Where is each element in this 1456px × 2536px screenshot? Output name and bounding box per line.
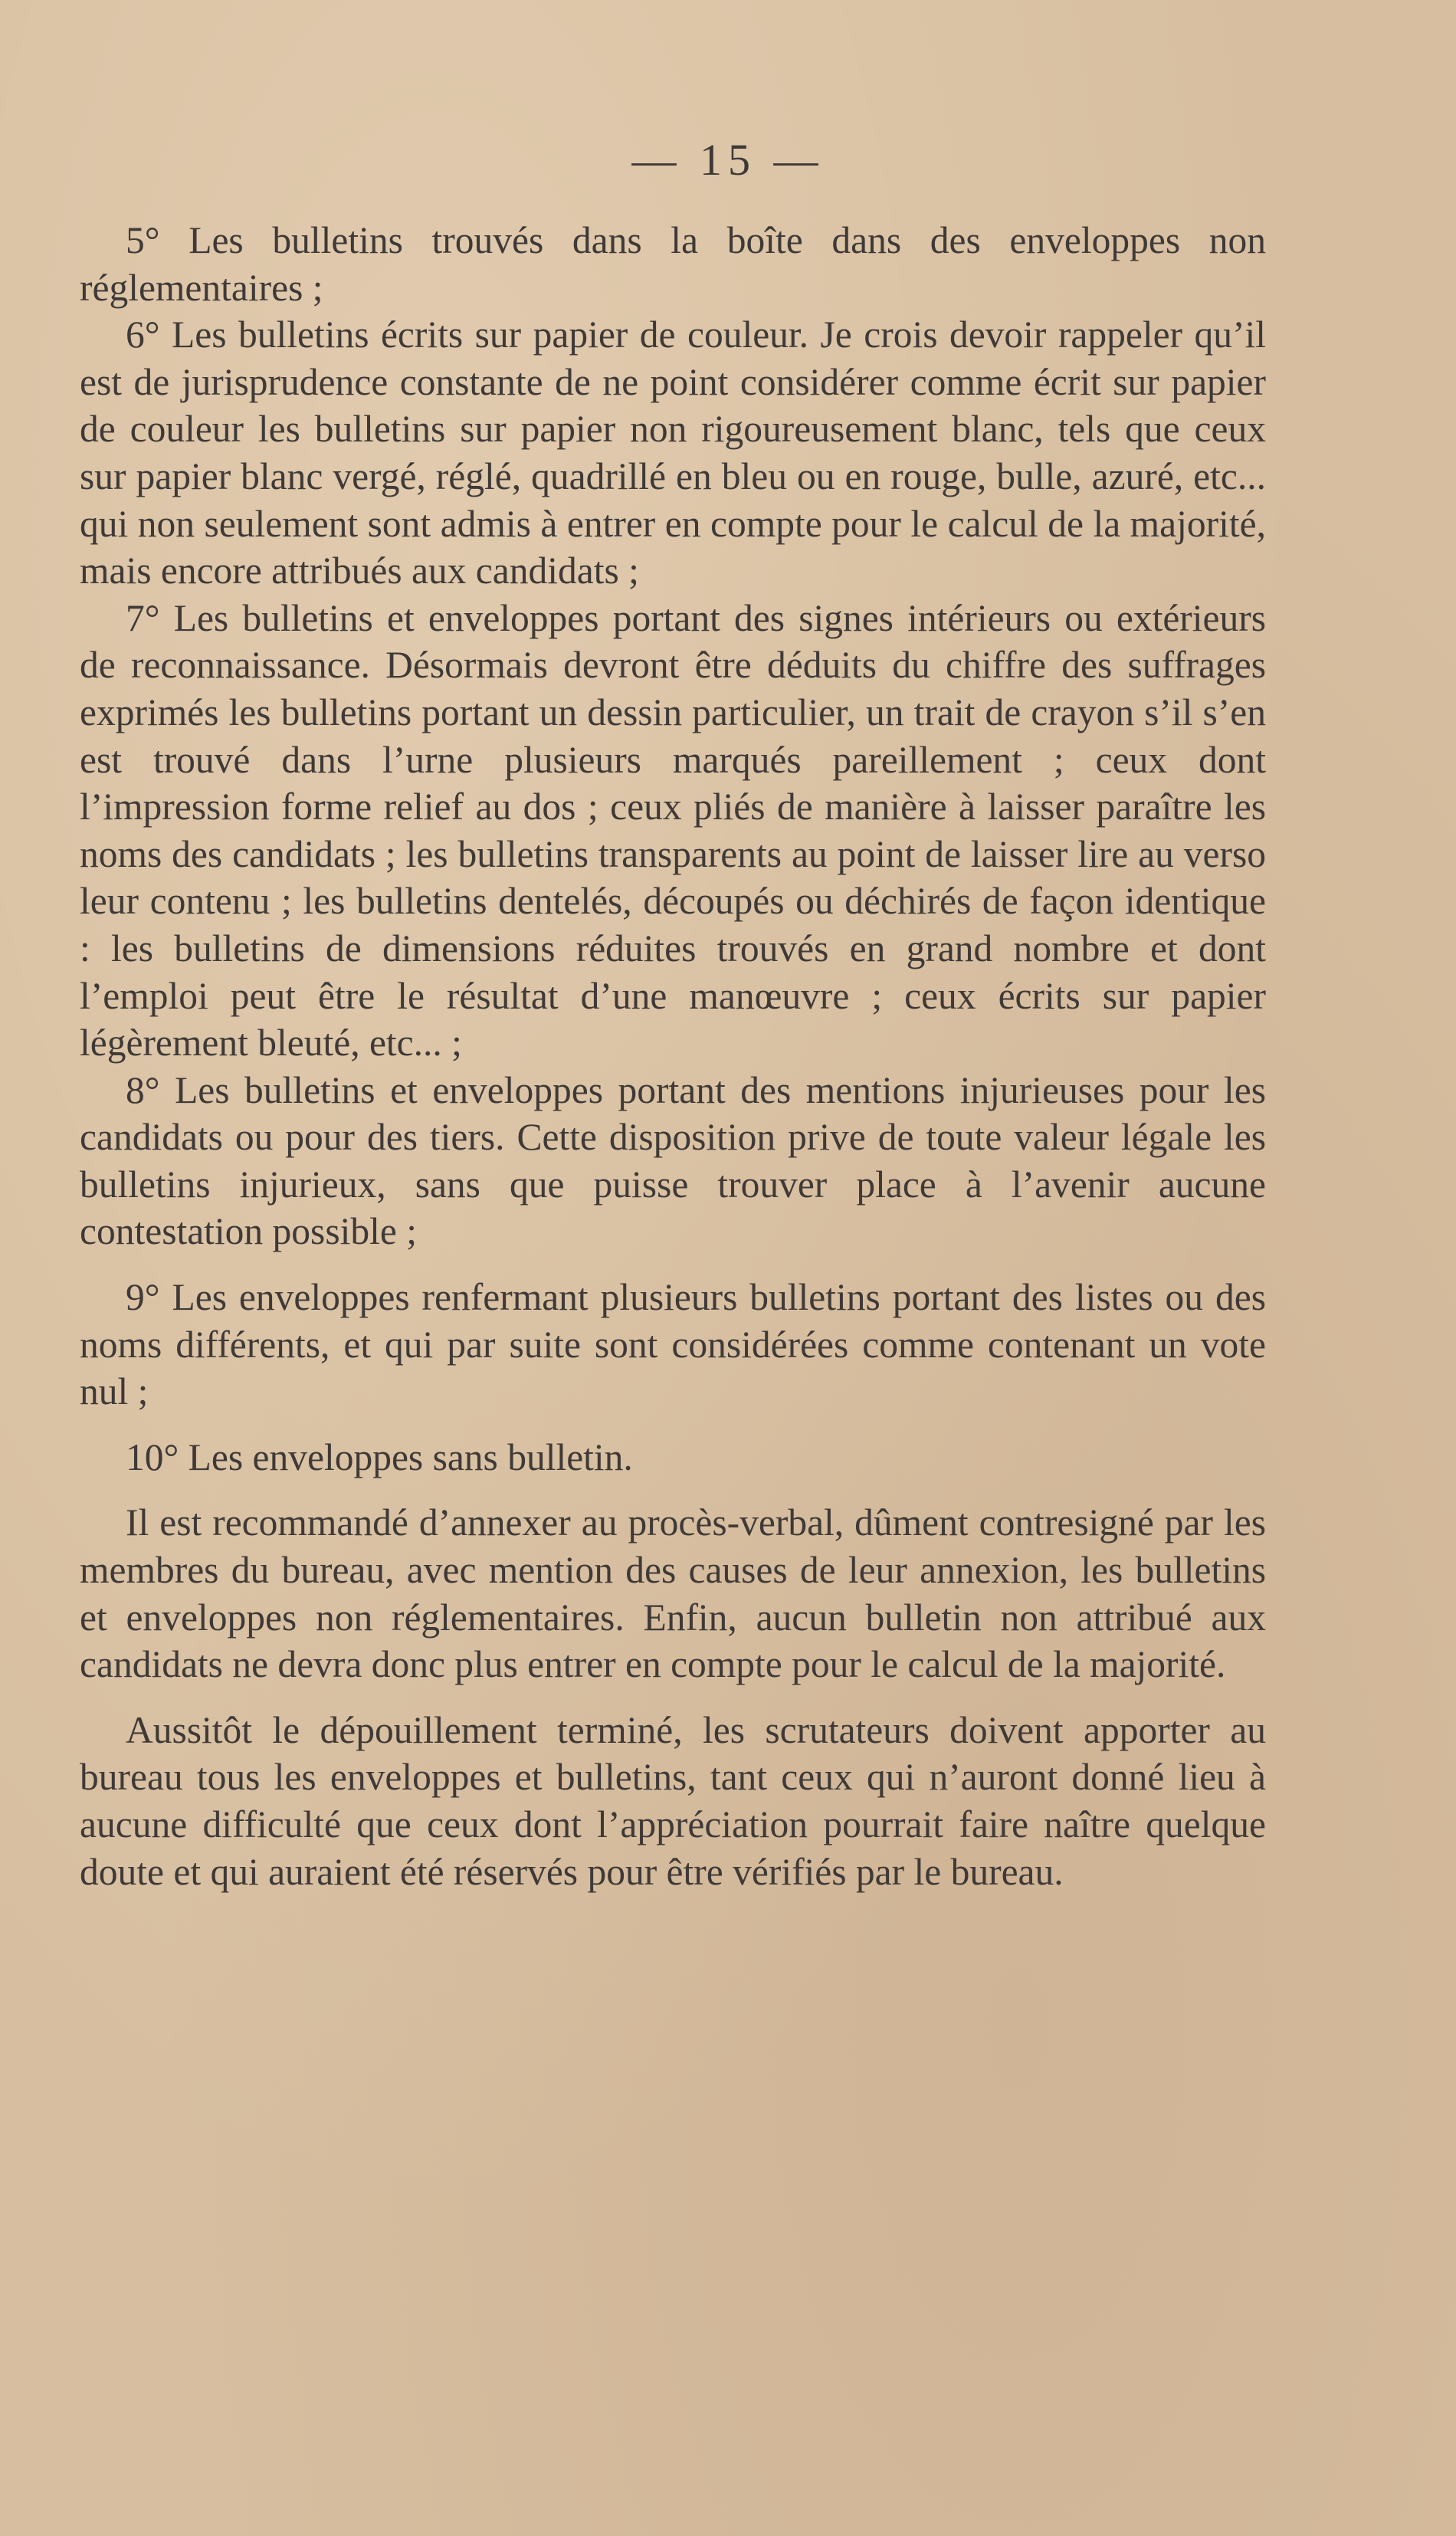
paragraph-item-5: 5° Les bulletins trouvés dans la boîte dans des enveloppes non réglementaires ;: [80, 219, 1266, 309]
paragraph-item-6: 6° Les bulletins écrits sur papier de couleur. Je crois devoir rappeler qu’il est de jurisprudence constante de ne point considérer comme écrit sur papier de couleur les bulletins sur papier non rigoureusement blanc, tels que ceux sur papier blanc vergé, réglé, quadrillé en bleu ou en rouge, bulle, azuré, etc... qui non seulement sont admis à entrer en compte pour le calcul de la majorité, mais encore attribués aux candidats ;: [80, 313, 1266, 592]
paragraph-item-10: 10° Les enveloppes sans bulletin.: [126, 1435, 633, 1478]
page-number: — 15 —: [631, 135, 825, 185]
paragraph-item-8: 8° Les bulletins et enveloppes portant des mentions injurieuses pour les candidats ou pour des tiers. Cette disposition prive de toute valeur légale les bulletins injurieux, sans que puisse trouver place à l’avenir aucune contestation possible ;: [80, 1068, 1266, 1253]
paragraph-annexation: Il est recommandé d’annexer au procès-verbal, dûment contresigné par les membres du bureau, avec mention des causes de leur annexion, les bulletins et enveloppes non réglementaires. Enfin, aucun bulletin non attribué aux candidats ne devra donc plus entrer en compte pour le calcul de la majorité.: [80, 1501, 1266, 1686]
paragraph-scrutineers: Aussitôt le dépouillement terminé, les scrutateurs doivent apporter au bureau tous les enveloppes et bulletins, tant ceux qui n’auront donné lieu à aucune difficulté que ceux dont l’appréciation pourrait faire naître quelque doute et qui auraient été réservés pour être vérifiés par le bureau.: [80, 1708, 1266, 1893]
body-text: [80, 217, 1266, 1895]
paragraph-item-9: 9° Les enveloppes renfermant plusieurs bulletins portant des listes ou des noms différents, et qui par suite sont considérées comme contenant un vote nul ;: [80, 1276, 1266, 1413]
paragraph-item-7: 7° Les bulletins et enveloppes portant des signes intérieurs ou extérieurs de reconnaissance. Désormais devront être déduits du chiffre des suffrages exprimés les bulletins portant un dessin particulier, un trait de crayon s’il s’en est trouvé dans l’urne plusieurs marqués pareillement ; ceux dont l’impression forme relief au dos ; ceux pliés de manière à laisser paraître les noms des candidats ; les bulletins transparents au point de laisser lire au verso leur contenu ; les bulletins dentelés, découpés ou déchirés de façon identique : les bulletins de dimensions réduites trouvés en grand nombre et dont l’emploi peut être le résultat d’une manœuvre ; ceux écrits sur papier légèrement bleuté, etc... ;: [80, 596, 1266, 1065]
